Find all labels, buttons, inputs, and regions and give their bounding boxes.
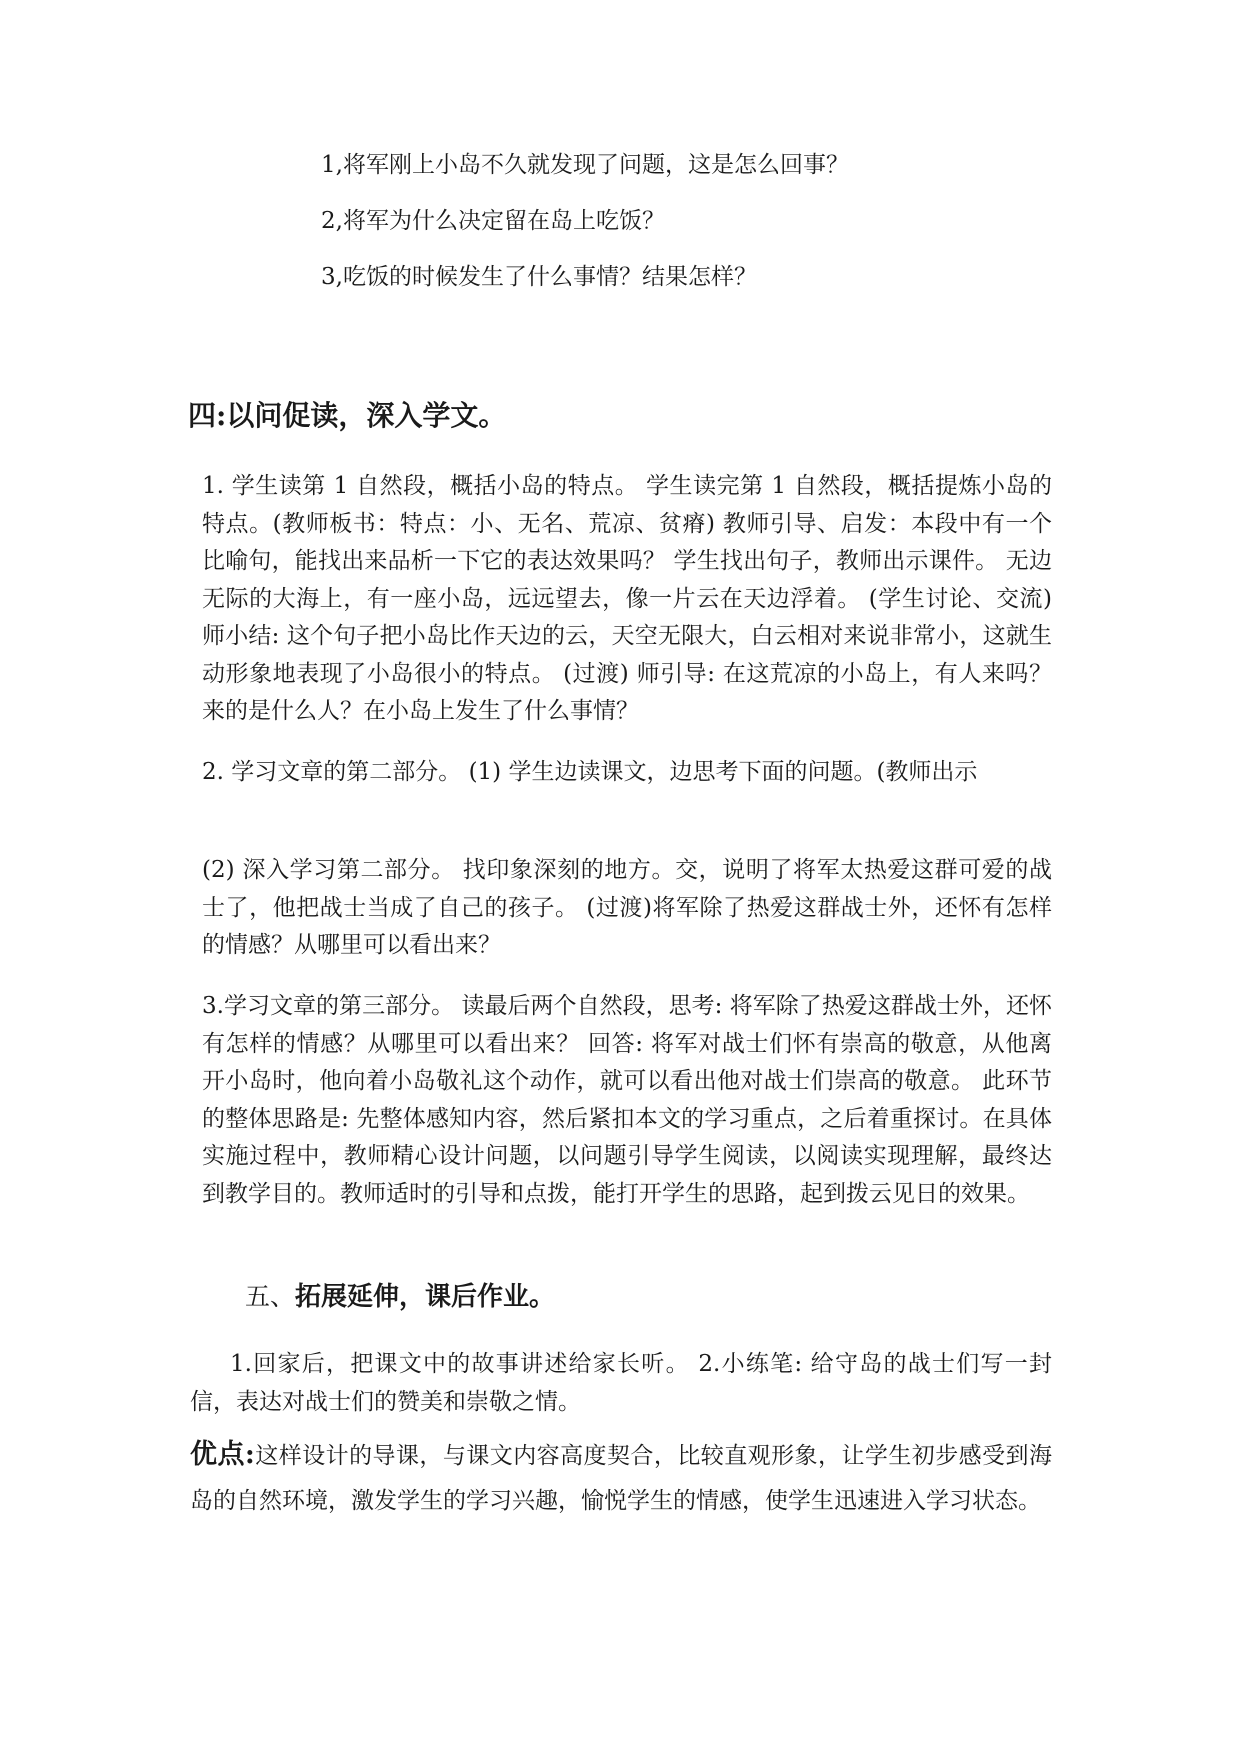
advantages-text: 这样设计的导课，与课文内容高度契合，比较直观形象，让学生初步感受到海岛的自然环境，激发学生的学习兴趣，愉悦学生的情感，使学生迅速进入学习状态。 [190,1443,1052,1514]
section-4-heading: 四:以问促读，深入学文。 [188,399,507,432]
question-2: 2,将军为什么决定留在岛上吃饭？ [321,208,665,234]
section-5-heading [245,1280,555,1314]
section-4-paragraph-4: 3.学习文章的第三部分。 读最后两个自然段，思考: 将军除了热爱这群战士外，还怀有怎样的情感？从哪里可以看出来？ 回答: 将军对战士们怀有崇高的敬意，从他离开小岛时，他向着小岛敬礼这个动作，就可以看出他对战士们崇高的敬意。 此环节的整体思路是: 先整体感知内容，然后紧扣本文的学习重点，之后着重探讨。在具体实施过程中，教师精心设计问题，以问题引导学生阅读，以阅读实现理解，最终达到教学目的。教师适时的引导和点拨，能打开学生的思路，起到拨云见日的效果。 [202,993,1052,1207]
section-5-paragraph: 1.回家后，把课文中的故事讲述给家长听。 2.小练笔: 给守岛的战士们写一封信，表达对战士们的赞美和崇敬之情。 [190,1351,1052,1415]
question-3: 3,吃饭的时候发生了什么事情？结果怎样？ [321,264,757,290]
question-1: 1,将军刚上小岛不久就发现了问题，这是怎么回事？ [321,152,849,178]
section-4-paragraph-2: 2. 学习文章的第二部分。 (1) 学生边读课文，边思考下面的问题。(教师出示 [202,759,978,785]
section-5-heading-title: 拓展延伸，课后作业。 [295,1282,556,1312]
advantages-label: 优点: [190,1439,255,1470]
section-5-heading-prefix: 五、 [245,1282,296,1311]
section-4-paragraph-1: 1. 学生读第 1 自然段，概括小岛的特点。 学生读完第 1 自然段，概括提炼小岛的特点。(教师板书：特点：小、无名、荒凉、贫瘠) 教师引导、启发：本段中有一个比喻句，能找出来品析一下它的表达效果吗？ 学生找出句子，教师出示课件。 无边无际的大海上，有一座小岛，远远望去，像一片云在天边浮着。 (学生讨论、交流) 师小结: 这个句子把小岛比作天边的云，天空无限大，白云相对来说非常小，这就生动形象地表现了小岛很小的特点。 (过渡) 师引导: 在这荒凉的小岛上，有人来吗？来的是什么人？在小岛上发生了什么事情？ [202,473,1052,724]
advantages-paragraph [190,1432,1052,1524]
section-4-paragraph-3: (2) 深入学习第二部分。 找印象深刻的地方。交，说明了将军太热爱这群可爱的战士了，他把战士当成了自己的孩子。 (过渡)将军除了热爱这群战士外，还怀有怎样的情感？从哪里可以看出来？ [202,857,1052,958]
